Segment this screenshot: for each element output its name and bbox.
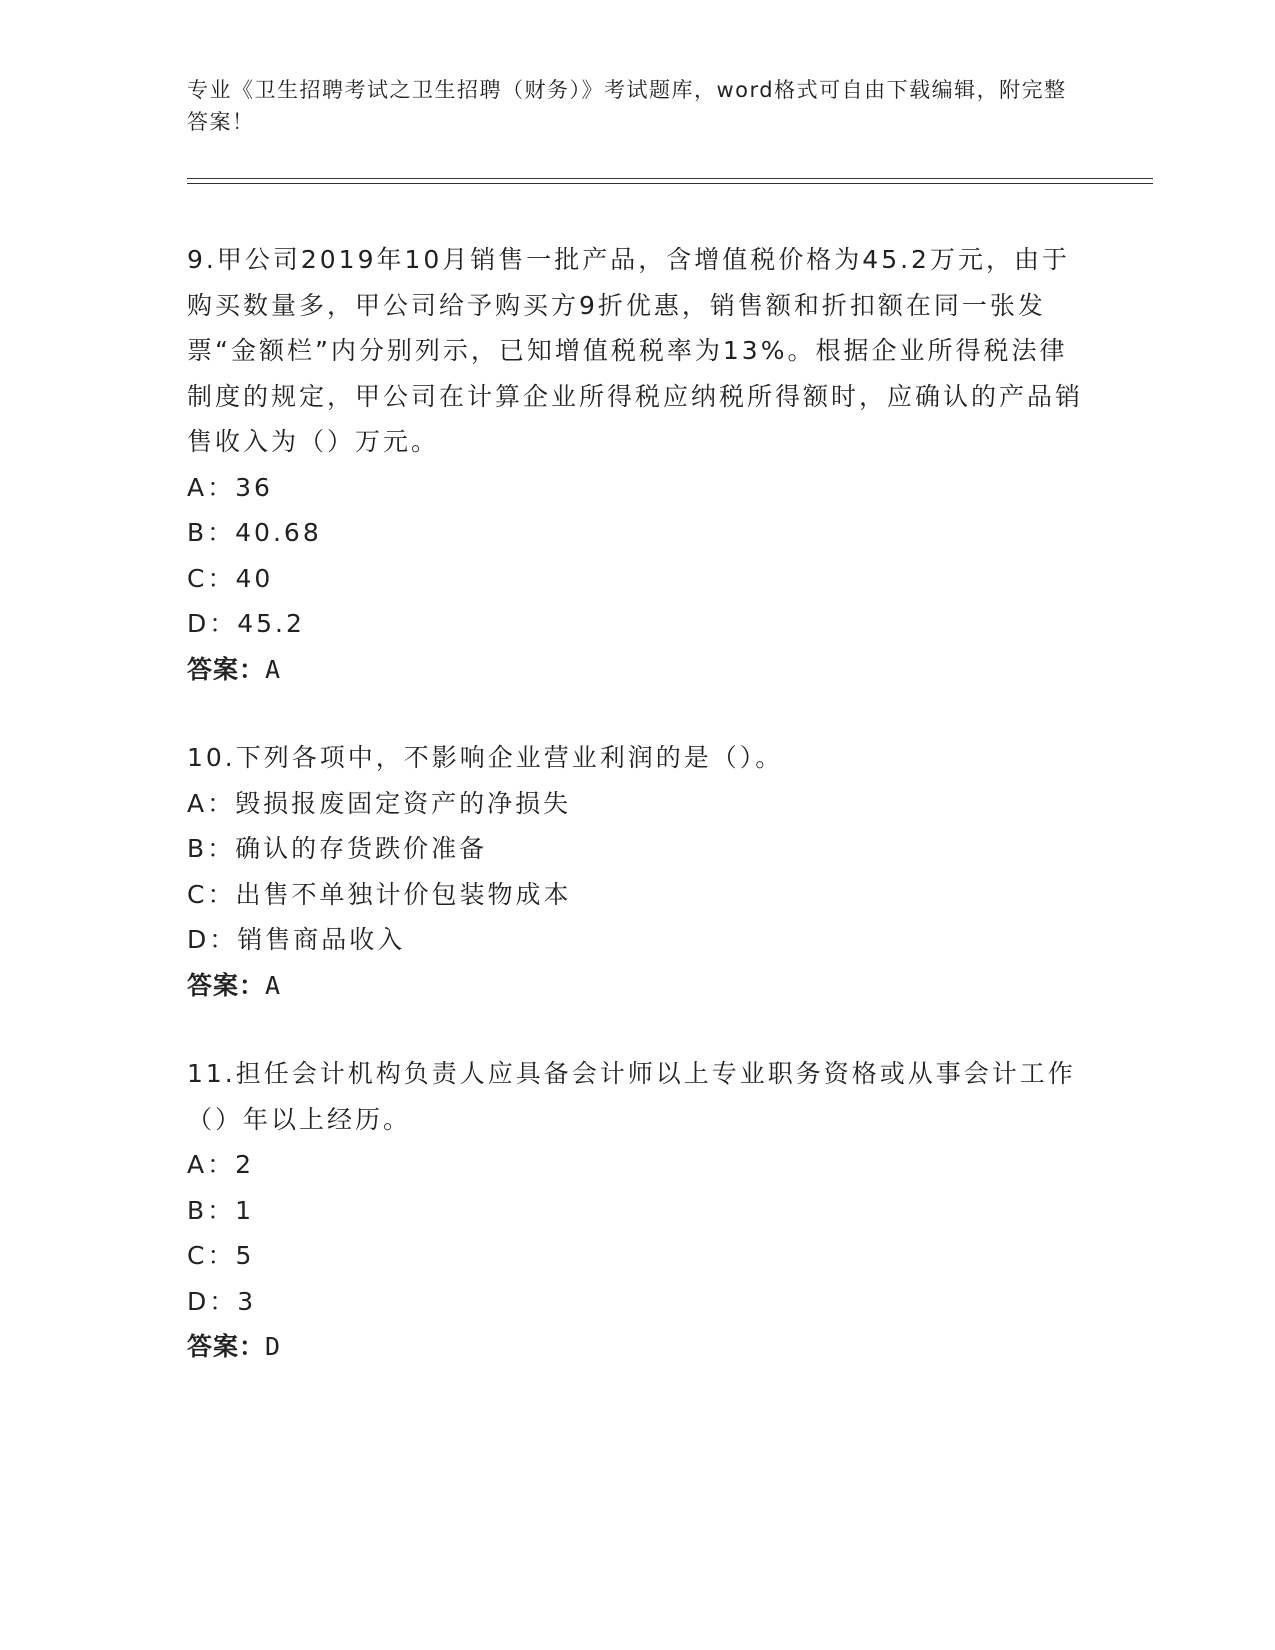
- answer-line: [187, 963, 1087, 1009]
- option-a: A：2: [187, 1150, 255, 1179]
- option-b: B：确认的存货跌价准备: [187, 834, 488, 863]
- option-c: C：5: [187, 1241, 255, 1270]
- option-a: A：36: [187, 472, 273, 502]
- answer-label: 答案：: [187, 970, 266, 1000]
- answer-line: [187, 647, 1087, 693]
- answer-line: [187, 1324, 1087, 1370]
- answer-label: 答案：: [187, 654, 266, 684]
- answer-label: 答案：: [187, 1332, 266, 1361]
- question-9: [187, 237, 1087, 692]
- question-11: [187, 1051, 1087, 1370]
- option-a: A：毁损报废固定资产的净损失: [187, 788, 572, 818]
- question-10: [187, 735, 1087, 1008]
- question-text: 9.甲公司2019年10月销售一批产品，含增值税价格为45.2万元，由于购买数量多，甲公司给予购买方9折优惠，销售额和折扣额在同一张发票“金额栏”内分别列示，已知增值税税率为13%。根据企业所得税法律制度的规定，甲公司在计算企业所得税应纳税所得额时，应确认的产品销售收入为（）万元。: [187, 245, 1084, 456]
- question-list: [187, 237, 1087, 1370]
- option-d: D：销售商品收入: [187, 925, 406, 954]
- answer-value: A: [265, 654, 282, 684]
- option-d: D：3: [187, 1286, 257, 1316]
- option-c: C：出售不单独计价包装物成本: [187, 879, 572, 909]
- answer-value: A: [265, 970, 282, 1000]
- header-text: 专业《卫生招聘考试之卫生招聘（财务）》考试题库，word格式可自由下载编辑，附完整答案！: [187, 78, 1067, 134]
- option-d: D：45.2: [187, 609, 305, 638]
- question-spacer: [187, 1008, 1087, 1051]
- option-b: B：1: [187, 1195, 255, 1225]
- header-divider-top: [187, 178, 1153, 179]
- document-header: [187, 74, 1087, 138]
- header-divider-bottom: [187, 183, 1153, 184]
- question-spacer: [187, 692, 1087, 735]
- option-b: B：40.68: [187, 518, 322, 547]
- question-text: 11.担任会计机构负责人应具备会计师以上专业职务资格或从事会计工作（）年以上经历。: [187, 1059, 1076, 1134]
- answer-value: D: [265, 1332, 282, 1361]
- question-text: 10.下列各项中，不影响企业营业利润的是（）。: [187, 743, 784, 772]
- option-c: C：40: [187, 563, 274, 593]
